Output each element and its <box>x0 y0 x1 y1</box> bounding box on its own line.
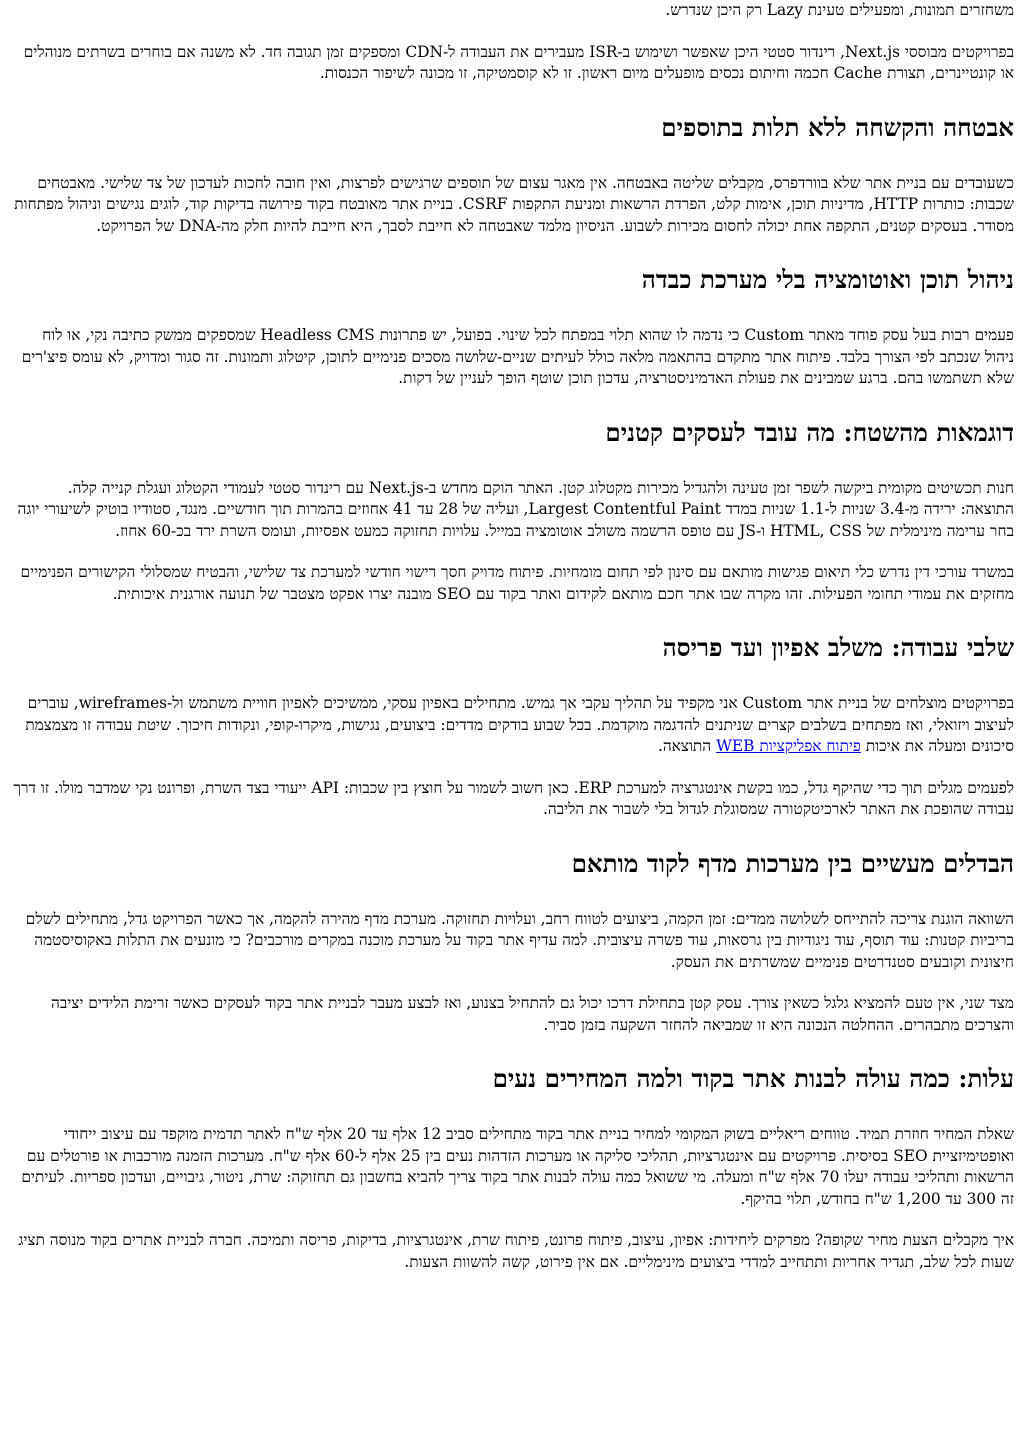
section-heading: אבטחה והקשחה ללא תלות בתוספים <box>661 112 1014 142</box>
paragraph: במשרד עורכי דין נדרש כלי תיאום פגישות מותאם עם סינון לפי תחום מומחיות. פיתוח מדויק חסך רישוי חודשי למערכת צד שלישי, והבטיח שמסלולי הקישורים הפנימיים מחזקים את עמודי תחומי הפעילות. זהו מקרה שבו אתר חכם מותאם לקידום ואתר בקוד עם SEO מובנה יצרו אפקט מצטבר של תנועה אורגנית איכותית. <box>20 563 1014 603</box>
paragraph: שאלת המחיר חוזרת תמיד. טווחים ריאליים בשוק המקומי למחיר בניית אתר בקוד מתחילים סביב 12 אלף עד 20 אלף ש"ח לאתר תדמית מוקפד עם עיצוב ייחודי ואופטימיזציית SEO בסיסית. פרויקטים עם אינטגרציות, תהליכי סליקה או מערכות הזדהות נעים בין 25 אלף ל-60 אלף ש"ח. מערכות הזמנה מורכבות או פורטלים עם הרשאות ותהליכי עבודה יעלו 70 אלף ש"ח ומעלה. מי ששואל כמה עולה לבנות אתר בקוד צריך להביא בחשבון גם תחזוקה: שרת, ניטור, גיבויים, ועדכון ספריות. לעיתים זה 300 עד 1,200 ש"ח בחודש, תלוי בהיקף. <box>21 1125 1014 1208</box>
section-heading: הבדלים מעשיים בין מערכות מדף לקוד מותאם <box>571 848 1014 878</box>
paragraph-text: בפרויקטים מוצלחים של בניית אתר Custom אני מקפיד על תהליך עקבי אך גמיש. מתחילים באפיון עסקי, ממשיכים לאפיון חוויית משתמש ול-wireframes, עוברים לעיצוב ויזואלי, ואז מפתחים בשלבים קצרים שניתנים להדגמה מוקדמת. בכל שבוע בודקים מדדים: ביצועים, נגישות, מיקרו-קופי, ונקודות חיכוך. שיטת עבודה זו מצמצמת סיכונים ומעלה את איכות <box>25 694 1014 755</box>
security-section <box>12 113 1014 238</box>
paragraph: לפעמים מגלים תוך כדי שהיקף גדל, כמו בקשת אינטגרציה למערכת ERP. כאן חשוב לשמור על חוצץ בין שכבות: API ייעודי בצד השרת, ופרונט נקי שמדבר מולו. זו דרך עבודה שהופכת את האתר לארכיטקטורה שמסוגלת לגדול בלי לשבור את הליבה. <box>13 778 1014 818</box>
article <box>12 0 1014 1273</box>
content-management-section <box>12 265 1014 390</box>
comparison-section <box>12 849 1014 1037</box>
paragraph-text-end: התוצאה. <box>657 737 717 755</box>
section-heading: דוגמאות מהשטח: מה עובד לעסקים קטנים <box>605 417 1014 447</box>
paragraph: השוואה הוגנת צריכה להתייחס לשלושה ממדים: זמן הקמה, ביצועים לטווח רחב, ועלויות תחזוקה. מערכת מדף מהירה להקמה, אך כאשר הפרויקט גדל, מתחילים לשלם בריביות קטנות: עוד תוסף, עוד ניגודיות בין גרסאות, עוד פשרה עיצובית. למה עדיף אתר בקוד על מערכת מוכנה במקרים מורכבים? כי מונעים את התלות באקוסיסטמה חיצונית וקובעים סטנדרטים פנימיים שמשרתים את העסק. <box>25 909 1014 971</box>
paragraph: חנות תכשיטים מקומית ביקשה לשפר זמן טעינה ולהגדיל מכירות מקטלוג קטן. האתר הוקם מחדש ב-Next.js עם רינדור סטטי לעמודי הקטלוג ועגלת קנייה קלה. התוצאה: ירידה מ-3.4 שניות ל-1.1 שניות במדד Largest Contentful Paint, ועליה של 28 עד 41 אחוזים בהמרות תוך חודשיים. מנגד, סטודיו בוטיק לשיעורי יוגה בחר ערימה מינימלית של HTML, CSS ו-JS עם טופס הרשמה משולב אוטומציה במייל. עלויות תחזוקה כמעט אפסיות, ועומס השרת ירד בכ-60 אחוז. <box>17 478 1014 540</box>
section-heading: ניהול תוכן ואוטומציה בלי מערכת כבדה <box>641 265 1014 294</box>
paragraph <box>12 693 1014 758</box>
section-heading: עלות: כמה עולה לבנות אתר בקוד ולמה המחירים נעים <box>492 1064 1014 1093</box>
cost-section <box>12 1064 1014 1273</box>
paragraph: משחזרים תמונות, ומפעילים טעינת Lazy רק היכן שנדרש. <box>665 1 1014 19</box>
paragraph: כשעובדים עם בניית אתר שלא בוורדפרס, מקבלים שליטה באבטחה. אין מאגר עצום של תוספים שרגישים לפרצות, ואין חובה לחכות לעדכון של צד שלישי. מאבטחים שכבות: כותרות HTTP, מדיניות תוכן, אימות קלט, הפרדת הרשאות ומניעת התקפות CSRF. בניית אתר מאובטח בקוד פירושה בדיקות קוד, לוגים נגישים וניהול מפתחות מסודר. בעסקים קטנים, התקפה אחת יכולה לחסום מכירות לשבוע. הניסיון מלמד שאבטחה לא חייבת לסבך, היא חייבת להיות חלק מה-DNA של הפרויקט. <box>14 173 1014 235</box>
paragraph: מצד שני, אין טעם להמציא גלגל כשאין צורך. עסק קטן בתחילת דרכו יכול גם להתחיל בצנוע, ואז לבצע מעבר לבניית אתר בקוד לעסקים כאשר זרימת הלידים יציבה והצרכים מתבהרים. ההחלטה הנכונה היא זו שמביאה להחזר השקעה בזמן סביר. <box>50 994 1014 1034</box>
paragraph: בפרויקטים מבוססי Next.js, רינדור סטטי היכן שאפשר ושימוש ב-ISR מעבירים את העבודה ל-CDN ומספקים זמן תגובה חד. לא משנה אם בוחרים בשרתים מנוהלים או קונטיינרים, תצורת Cache חכמה וחיתום נכסים מופעלים מיום ראשון. זו לא קוסמטיקה, זו מכונה לשיפור הכנסות. <box>23 42 1014 82</box>
web-apps-link[interactable]: פיתוח אפליקציות WEB <box>716 737 861 755</box>
paragraph: איך מקבלים הצעת מחיר שקופה? מפרקים ליחידות: אפיון, עיצוב, פיתוח פרונט, פיתוח שרת, אינטגרציות, בדיקות, פריסה ותמיכה. חברה לבניית אתרים בקוד מנוסה תציג שעות לכל שלב, תגדיר אחריות ותתחייב למדדי ביצועים מינימליים. אם אין פירוט, קשה להשוות הצעות. <box>18 1231 1014 1271</box>
intro-section <box>12 0 1014 85</box>
section-heading: שלבי עבודה: משלב אפיון ועד פריסה <box>662 633 1014 662</box>
field-examples-section <box>12 418 1014 606</box>
work-stages-section <box>12 633 1014 821</box>
paragraph: פעמים רבות בעל עסק פוחד מאתר Custom כי נדמה לו שהוא תלוי במפתח לכל שינוי. בפועל, יש פתרונות Headless CMS שמספקים ממשק כתיבה נקי, או לוח ניהול שנכתב לפי הצורך בלבד. פיתוח אתר מתקדם בהתאמה מלאה כולל לעיתים שניים-שלושה מסכים פנימיים לתוכן, קיטלוג ותמונות. זה סגור ומדויק, לא עומס פיצ'רים שלא תשתמשו בהם. ברגע שמבינים את פעולת האדמיניסטרציה, עדכון תוכן שוטף הופך לעניין של דקות. <box>21 326 1014 387</box>
